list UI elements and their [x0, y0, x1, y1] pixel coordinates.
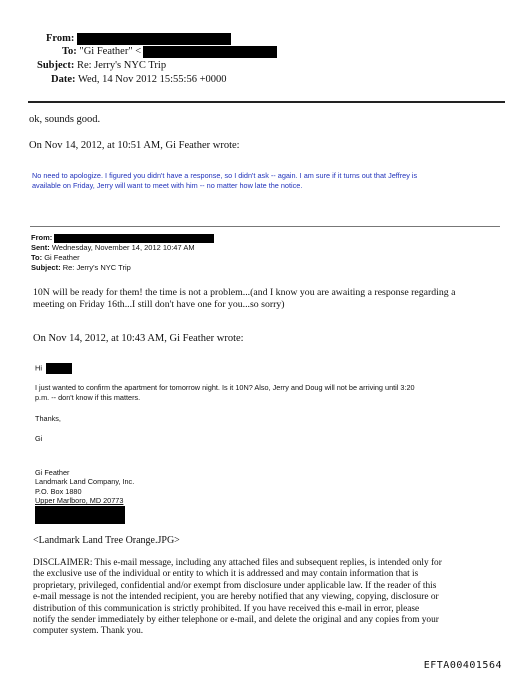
subject-value: Re: Jerry's NYC Trip	[76, 60, 167, 71]
inner-to-label: To:	[31, 253, 43, 262]
attachment-name: <Landmark Land Tree Orange.JPG>	[33, 535, 180, 546]
signature-block	[35, 468, 134, 506]
subject-label: Subject:	[37, 60, 75, 71]
redaction-block	[46, 363, 72, 374]
greeting	[35, 363, 72, 374]
disclaimer-line: notify the sender immediately by either telephone or e-mail, and delete the original and any copies from your	[33, 615, 439, 626]
message-line-1: I just wanted to confirm the apartment for tomorrow night. Is it 10N? Also, Jerry and Doug will not be arriving until 3:20	[35, 383, 415, 392]
inner-sent-label: Sent:	[31, 243, 50, 252]
disclaimer-line: DISCLAIMER: This e-mail message, including any attached files and subsequent replies, is intended only for	[33, 558, 442, 568]
signature-name: Gi Feather	[35, 468, 70, 477]
disclaimer-line: proprietary, privileged, confidential and/or exempt from disclosure under applicable law. If the reader of this	[33, 580, 437, 591]
disclaimer-line: computer system. Thank you.	[33, 626, 144, 637]
message-line-2: p.m. -- don't know if this matters.	[35, 393, 141, 402]
disclaimer-line: the exclusive use of the individual or entity to which it is addressed and may contain information that is	[33, 569, 419, 580]
inner-to-value: Gi Feather	[44, 253, 80, 262]
signature-company: Landmark Land Company, Inc.	[35, 477, 135, 487]
inner-sent-value: Wednesday, November 14, 2012 10:47 AM	[51, 243, 195, 252]
to-label: To:	[62, 46, 77, 57]
signature-po-box: P.O. Box 1880	[35, 486, 82, 496]
to-value: "Gi Feather" <	[79, 46, 142, 57]
inner-body-line-1: 10N will be ready for them! the time is not a problem...(and I know you are awaiting a response regarding a	[33, 287, 456, 298]
blue-quote-line-2: available on Friday, Jerry will want to meet with him -- no matter how late the notice.	[32, 181, 303, 190]
signature-city: Upper Marlboro, MD 20773	[35, 496, 124, 506]
inner-divider	[30, 226, 500, 227]
reply-text: ok, sounds good.	[29, 114, 101, 125]
disclaimer	[33, 558, 503, 638]
inner-body-line-2: meeting on Friday 16th...I still don't have one for you...so sorry)	[33, 299, 285, 310]
disclaimer-line: e-mail message is not the intended recipient, you are hereby notified that any viewing, copying, disclosure or	[33, 592, 439, 603]
inner-from-label: From:	[31, 233, 53, 242]
disclaimer-line: distribution of this communication is strictly prohibited. If you have received this e-mail in error, please	[33, 603, 420, 614]
redaction-block	[35, 506, 125, 524]
inner-subject-value: Re: Jerry's NYC Trip	[62, 263, 131, 272]
header-divider	[28, 101, 505, 103]
date-value: Wed, 14 Nov 2012 15:55:56 +0000	[77, 74, 227, 85]
blue-quote-line-1: No need to apologize. I figured you didn't have a response, so I didn't ask -- again. I am sure if it turns out that Jeffrey is	[32, 171, 418, 180]
redaction-block	[77, 33, 231, 45]
date-label: Date:	[51, 74, 76, 85]
from-label: From:	[46, 33, 75, 44]
thanks-text: Thanks,	[35, 414, 61, 423]
document-id: EFTA00401564	[423, 660, 502, 671]
quote-intro-2: On Nov 14, 2012, at 10:43 AM, Gi Feather wrote:	[33, 333, 244, 344]
redaction-block	[54, 234, 214, 243]
quote-intro-1: On Nov 14, 2012, at 10:51 AM, Gi Feather wrote:	[29, 140, 240, 151]
inner-subject-label: Subject:	[31, 263, 61, 272]
greeting-text: Hi	[35, 363, 43, 373]
redaction-block	[143, 46, 277, 58]
sign-initial: Gi	[35, 434, 43, 443]
